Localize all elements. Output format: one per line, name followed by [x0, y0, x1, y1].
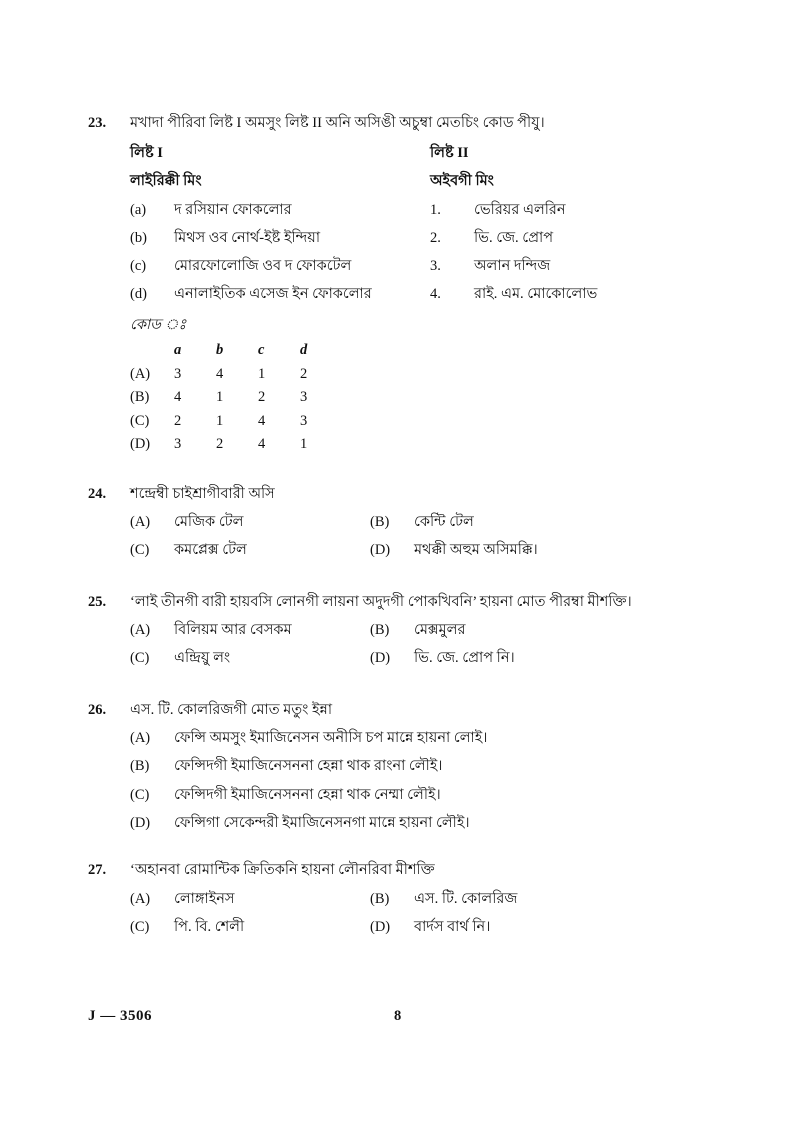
code-cell: 2 [300, 365, 308, 382]
question-27-number: 27. [88, 862, 107, 879]
code-cell: 4 [174, 389, 182, 406]
question-23-text: মখাদা পীরিবা লিষ্ট I অমসুং লিষ্ট II অনি অসিঙী অচুম্বা মেতচিং কোড পীযু। [130, 115, 545, 131]
spacer [88, 673, 718, 699]
option-d[interactable] [370, 536, 610, 564]
list-item-label: অলান দন্দিজ [474, 258, 551, 275]
list-1-item-cell [130, 224, 430, 252]
option-d-label: ভি. জে. প্রোপ নি। [414, 650, 515, 667]
option-a-key: (A) [130, 730, 151, 747]
option-b-key: (B) [130, 758, 150, 775]
list-subtitles-row [130, 168, 718, 196]
option-d-key: (D) [370, 918, 391, 935]
option-a-label: লোঙ্গাইনস [174, 890, 235, 907]
list-item [430, 196, 718, 224]
option-row [130, 616, 718, 644]
question-25-header [88, 591, 718, 613]
list-2-subtitle-cell [430, 168, 718, 196]
list-item-key: 3. [430, 258, 441, 275]
code-cell: 1 [216, 389, 224, 406]
question-25-options [130, 616, 718, 673]
list-item-row [130, 196, 718, 224]
option-b[interactable] [130, 752, 718, 780]
list-1-item-cell [130, 280, 430, 308]
code-cell: 3 [174, 365, 182, 382]
code-table [130, 339, 342, 456]
list-item [430, 224, 718, 252]
list-2-title-cell [430, 140, 718, 168]
question-23-header [88, 112, 718, 134]
list-item-key: 1. [430, 201, 441, 218]
paper-code: J — 3506 [88, 1008, 152, 1024]
question-25-number: 25. [88, 593, 107, 610]
list-item-row [130, 224, 718, 252]
list-item-key: (a) [130, 201, 147, 218]
page-content [88, 112, 718, 941]
option-c-label: এন্দ্রিয়ু লং [174, 650, 231, 667]
option-d-key: (D) [130, 814, 151, 831]
list-item-label: মোরফোলোজি ওব দ ফোকটেল [174, 258, 352, 275]
list-item-key: (d) [130, 286, 147, 303]
list-item-label: ভেরিয়র এলরিন [474, 201, 566, 218]
list-item-label: মিথস ওব নোর্থ-ইষ্ট ইন্দিয়া [174, 229, 321, 246]
option-b-label: মেক্সমুলর [414, 622, 466, 639]
list-item [130, 280, 430, 308]
option-b[interactable] [370, 885, 610, 913]
option-row [130, 885, 718, 913]
option-row [130, 724, 718, 752]
option-a[interactable] [130, 508, 370, 536]
question-24-options [130, 508, 718, 565]
question-27-header [88, 859, 718, 881]
code-cell: 3 [300, 412, 308, 429]
option-b-label: কেন্টি টেল [414, 514, 474, 531]
option-c[interactable] [130, 913, 370, 941]
list-item [130, 196, 430, 224]
spacer [88, 837, 718, 859]
question-27 [88, 859, 718, 941]
list-item-key: 4. [430, 286, 441, 303]
option-c-label: কমপ্লেক্স টেল [174, 542, 247, 559]
code-cell: 2 [216, 436, 224, 453]
list-2-item-cell [430, 196, 718, 224]
option-d[interactable] [370, 644, 610, 672]
question-26-options [130, 724, 718, 837]
code-cell: 3 [300, 389, 308, 406]
list-2-item-cell [430, 252, 718, 280]
option-c-label: ফেন্সিদগী ইমাজিনেসননা হেন্না থাক নেম্মা লৌই। [174, 786, 441, 803]
option-c-key: (C) [130, 918, 150, 935]
question-24-number: 24. [88, 485, 107, 502]
list-1-title-cell [130, 140, 430, 168]
list-1-item-cell [130, 196, 430, 224]
question-26-number: 26. [88, 701, 107, 718]
option-row [130, 809, 718, 837]
code-cell: 4 [258, 412, 266, 429]
option-b-key: (B) [370, 514, 390, 531]
list-item-row [130, 252, 718, 280]
list-item [130, 252, 430, 280]
option-d-label: মথক্কী অহুম অসিমক্কি। [414, 542, 538, 559]
option-b-key: (B) [370, 890, 390, 907]
list-item-label: রাই. এম. মোকোলোভ [474, 286, 598, 303]
question-23-number: 23. [88, 115, 107, 131]
option-c-key: (C) [130, 786, 150, 803]
question-24-header [88, 483, 718, 505]
code-cell: 4 [216, 365, 224, 382]
list-1-subtitle-cell [130, 168, 430, 196]
page-footer [88, 1008, 712, 1025]
option-row [130, 508, 718, 536]
option-row [130, 781, 718, 809]
question-24-text: শন্দ্রেম্বী চাইশ্রাগীবারী অসি [130, 485, 275, 502]
option-a[interactable] [130, 885, 370, 913]
option-d-key: (D) [370, 542, 391, 559]
option-d-key: (D) [370, 650, 391, 667]
code-column-header-a: a [174, 342, 182, 359]
option-b-key: (B) [370, 622, 390, 639]
option-a-label: বিলিয়ম আর বেসকম [174, 622, 292, 639]
option-a-key: (A) [130, 890, 151, 907]
code-cell: 1 [258, 365, 266, 382]
list-2-title: লিষ্ট II [430, 145, 469, 162]
option-b-label: এস. টি. কোলরিজ [414, 890, 518, 907]
option-b[interactable] [370, 508, 610, 536]
option-c[interactable] [130, 644, 370, 672]
code-row-label: (A) [130, 365, 151, 382]
question-26 [88, 699, 718, 838]
spacer [88, 457, 718, 483]
list-item-label: ভি. জে. প্রোপ [474, 229, 554, 246]
question-26-header [88, 699, 718, 721]
option-c-label: পি. বি. শেলী [174, 918, 245, 935]
code-row-label: (D) [130, 436, 151, 453]
option-c[interactable] [130, 781, 718, 809]
code-cell: 3 [174, 436, 182, 453]
option-row [130, 913, 718, 941]
code-table-header-row [130, 339, 342, 362]
list-item-key: (c) [130, 258, 147, 275]
code-cell: 1 [300, 436, 308, 453]
option-a[interactable] [130, 616, 370, 644]
code-column-header-b: b [216, 342, 224, 359]
option-a[interactable] [130, 724, 718, 752]
code-table-row[interactable] [130, 410, 342, 433]
list-item-key: (b) [130, 229, 147, 246]
list-2-item-cell [430, 280, 718, 308]
question-23 [88, 112, 718, 457]
question-24 [88, 483, 718, 565]
option-b-label: ফেন্সিদগী ইমাজিনেসননা হেন্না থাক রাংনা লৌই। [174, 758, 443, 775]
list-item-label: এনালাইতিক এসেজ ইন ফোকলোর [174, 286, 372, 303]
code-label: কোড ঃ [130, 316, 187, 333]
spacer [88, 565, 718, 591]
list-1-item-cell [130, 252, 430, 280]
option-d[interactable] [370, 913, 610, 941]
code-column-header-d: d [300, 342, 308, 359]
option-c-key: (C) [130, 650, 150, 667]
option-row [130, 536, 718, 564]
code-cell: 1 [216, 412, 224, 429]
option-c-key: (C) [130, 542, 150, 559]
code-column-header-c: c [258, 342, 265, 359]
list-item-key: 2. [430, 229, 441, 246]
list-2-subtitle: অইবগী মিং [430, 173, 494, 190]
list-2-item-cell [430, 224, 718, 252]
list-item-row [130, 280, 718, 308]
option-d-label: বার্দস বার্থ নি। [414, 918, 491, 935]
question-23-lists [130, 140, 718, 308]
code-table-row[interactable] [130, 386, 342, 409]
code-table-row[interactable] [130, 433, 342, 456]
code-cell: 4 [258, 436, 266, 453]
list-item [430, 252, 718, 280]
page-number: 8 [394, 1008, 402, 1024]
option-b[interactable] [370, 616, 610, 644]
code-row-label: (B) [130, 389, 150, 406]
list-1-title: লিষ্ট I [130, 145, 163, 162]
option-row [130, 752, 718, 780]
option-c[interactable] [130, 536, 370, 564]
option-a-label: মেজিক টেল [174, 514, 244, 531]
option-a-key: (A) [130, 514, 151, 531]
option-row [130, 644, 718, 672]
code-cell: 2 [258, 389, 266, 406]
question-25 [88, 591, 718, 673]
question-25-text: ‘লাই তীনগী বারী হায়বসি লোনগী লায়না অদুদগী পোকখিবনি’ হায়না মোত পীরম্বা মীশক্তি। [130, 593, 632, 610]
list-item-label: দ রসিয়ান ফোকলোর [174, 201, 292, 218]
code-cell: 2 [174, 412, 182, 429]
code-table-corner [130, 339, 174, 362]
list-titles-row [130, 140, 718, 168]
code-table-row[interactable] [130, 363, 342, 386]
option-a-label: ফেন্সি অমসুং ইমাজিনেসন অনীসি চপ মান্নে হায়না লোই। [174, 730, 488, 747]
option-d[interactable] [130, 809, 718, 837]
code-row-label: (C) [130, 412, 150, 429]
list-item [130, 224, 430, 252]
option-a-key: (A) [130, 622, 151, 639]
question-27-text: ‘অহানবা রোমান্টিক ক্রিতিকনি হায়না লৌনরিবা মীশক্তি [130, 862, 435, 879]
option-d-label: ফেন্সিগা সেকেন্দরী ইমাজিনেসনগা মান্নে হায়না লৌই। [174, 814, 470, 831]
list-item [430, 280, 718, 308]
list-1-subtitle: লাইরিক্কী মিং [130, 173, 202, 190]
question-27-options [130, 885, 718, 942]
question-26-text: এস. টি. কোলরিজগী মোত মতুং ইন্না [130, 701, 333, 718]
